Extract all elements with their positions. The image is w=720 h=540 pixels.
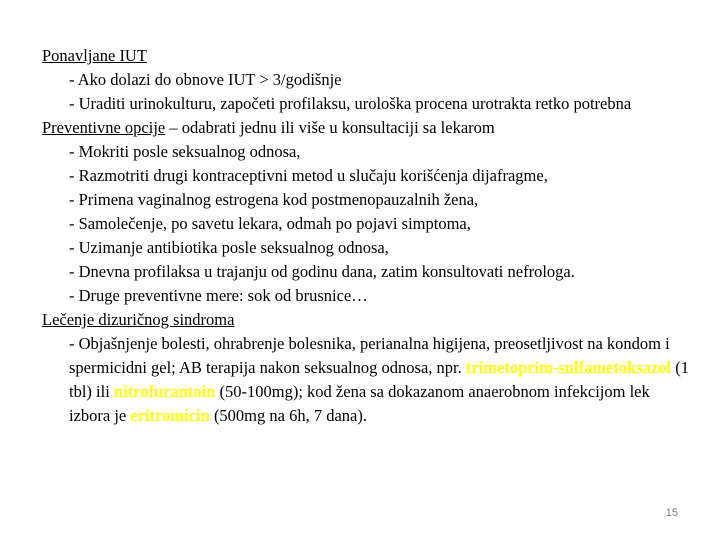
slide-content bbox=[42, 44, 692, 428]
heading-dysuria-treatment: Lečenje dizuričnog sindroma bbox=[42, 310, 235, 329]
heading-preventive-options-line bbox=[42, 116, 692, 140]
list-item: - Uzimanje antibiotika posle seksualnog odnosa, bbox=[69, 238, 389, 257]
treatment-text: (500mg na 6h, 7 dana). bbox=[209, 406, 367, 425]
list-item: - Druge preventivne mere: sok od brusnice… bbox=[69, 286, 368, 305]
heading-preventive-options: Preventivne opcije bbox=[42, 118, 166, 137]
list-item: - Mokriti posle seksualnog odnosa, bbox=[69, 142, 301, 161]
drug-name-highlight: eritromicin bbox=[130, 406, 210, 425]
heading-recurrent-uti: Ponavljane IUT bbox=[42, 46, 147, 65]
heading-preventive-options-suffix: – odabrati jednu ili više u konsultaciji sa lekarom bbox=[165, 118, 495, 137]
treatment-text: - Objašnjenje bolesti, ohrabrenje bolesnika, perianalna higijena, preosetljivost na kondom i spermicidni gel; AB terapija nakon seksualnog odnosa, npr. bbox=[69, 334, 670, 377]
list-item: - Ako dolazi do obnove IUT > 3/godišnje bbox=[69, 70, 342, 89]
list-item: - Dnevna profilaksa u trajanju od godinu dana, zatim konsultovati nefrologa. bbox=[69, 262, 575, 281]
treatment-text: (1 tbl) ili bbox=[69, 358, 690, 401]
list-item: - Razmotriti drugi kontraceptivni metod u slučaju korišćenja dijafragme, bbox=[69, 166, 548, 185]
list-item: - Samolečenje, po savetu lekara, odmah po pojavi simptoma, bbox=[69, 214, 471, 233]
list-item: - Primena vaginalnog estrogena kod postmenopauzalnih žena, bbox=[69, 190, 479, 209]
drug-name-highlight: nitrofurantoin bbox=[113, 382, 216, 401]
treatment-paragraph bbox=[42, 332, 692, 428]
list-item: - Uraditi urinokulturu, započeti profilaksu, urološka procena urotrakta retko potrebna bbox=[69, 94, 632, 113]
drug-name-highlight: trimetoprim-sulfametoksazol bbox=[465, 358, 672, 377]
treatment-text: (50-100mg); kod žena sa dokazanom anaerobnom infekcijom lek izbora je bbox=[69, 382, 650, 425]
page-number: 15 bbox=[665, 507, 678, 519]
